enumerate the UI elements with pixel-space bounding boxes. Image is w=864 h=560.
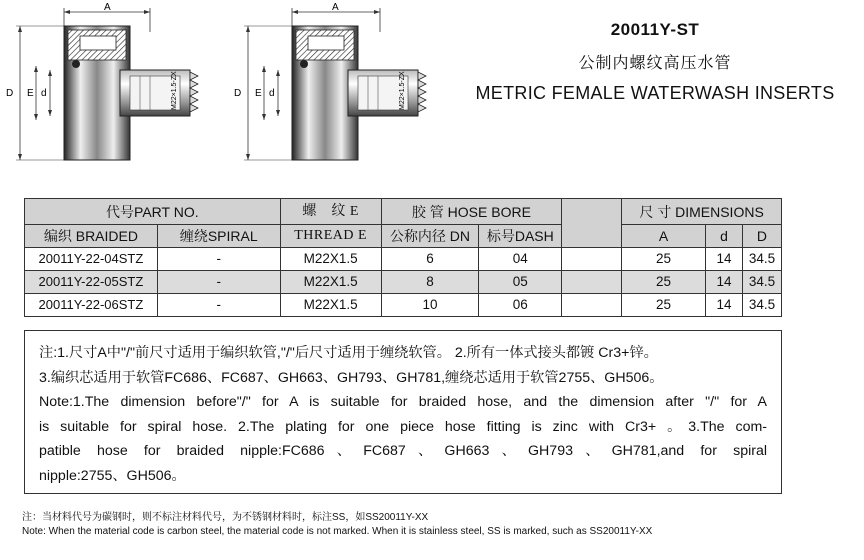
dim-d-label-left: d xyxy=(41,88,47,99)
cell-blank xyxy=(562,271,622,294)
header-braided: 编织 BRAIDED xyxy=(25,225,158,248)
cell-dn: 8 xyxy=(381,271,479,294)
table-row xyxy=(25,294,782,317)
header-thread: 螺 纹 E xyxy=(280,199,381,225)
right-fitting-drawing xyxy=(234,2,426,160)
thread-mark-right: M22×1.5-ZX xyxy=(399,71,406,110)
fitting-drawings xyxy=(0,0,470,200)
cell-D: 34.5 xyxy=(742,271,781,294)
footer-note-cn: 注：当材料代号为碳钢时，则不标注材料代号，为不锈钢材料时，标注SS，如SS20011Y-XX xyxy=(22,512,429,523)
table-row xyxy=(25,271,782,294)
cell-braided: 20011Y-22-04STZ xyxy=(25,248,158,271)
note-line-2: 3.编织芯适用于软管FC686、FC687、GH663、GH793、GH781,缠绕芯适用于软管2755、GH506。 xyxy=(39,369,664,386)
dim-e-label-right: E xyxy=(255,88,262,99)
cell-d: 14 xyxy=(706,248,743,271)
cell-braided: 20011Y-22-05STZ xyxy=(25,271,158,294)
header-blank xyxy=(562,199,622,248)
cell-braided: 20011Y-22-06STZ xyxy=(25,294,158,317)
header-thread-sub: THREAD E xyxy=(280,225,381,248)
header-part-no: 代号PART NO. xyxy=(25,199,281,225)
cell-D: 34.5 xyxy=(742,248,781,271)
cell-blank xyxy=(562,294,622,317)
cell-thread: M22X1.5 xyxy=(280,294,381,317)
cell-D: 34.5 xyxy=(742,294,781,317)
dim-a-label-left: A xyxy=(104,2,111,13)
header-D: D xyxy=(742,225,781,248)
cell-d: 14 xyxy=(706,271,743,294)
dim-D-label-left: D xyxy=(6,88,14,99)
table-row xyxy=(25,248,782,271)
header-dn: 公称内径 DN xyxy=(381,225,479,248)
title-block xyxy=(455,18,855,104)
cell-blank xyxy=(562,248,622,271)
header-a: A xyxy=(622,225,706,248)
product-code: 20011Y-ST xyxy=(610,20,700,39)
cell-spiral: - xyxy=(157,248,280,271)
dim-d-label-right: d xyxy=(269,88,275,99)
cell-dash: 05 xyxy=(479,271,562,294)
header-dash: 标号DASH xyxy=(479,225,562,248)
note-line-5: patible hose for braided nipple:FC686、FC687、GH663、GH793、GH781,and for spiral xyxy=(39,443,767,459)
note-line-1: 注:1.尺寸A中"/"前尺寸适用于编织软管,"/"后尺寸适用于缠绕软管。 2.所有一体式接头都镀 Cr3+锌。 xyxy=(39,345,658,361)
cell-spiral: - xyxy=(157,294,280,317)
product-name-en: METRIC FEMALE WATERWASH INSERTS xyxy=(475,83,835,103)
footer-note-en: Note: When the material code is carbon steel, the material code is not marked. When it is stainless steel, SS is marked, such as SS20011Y-XX xyxy=(22,526,653,537)
header-d: d xyxy=(706,225,743,248)
header-spiral: 缠绕SPIRAL xyxy=(157,225,280,248)
note-line-4: is suitable for spiral hose. 2.The plating for one piece hose fitting is zinc with Cr3+ 。3.The com- xyxy=(39,418,767,435)
header-hose-bore: 胶 管 HOSE BORE xyxy=(381,199,562,225)
cell-dn: 10 xyxy=(381,294,479,317)
dim-e-label-left: E xyxy=(27,88,34,99)
note-line-6: nipple:2755、GH506。 xyxy=(39,467,186,484)
cell-dash: 06 xyxy=(479,294,562,317)
thread-mark-left: M22×1.5-ZX xyxy=(171,71,178,110)
cell-d: 14 xyxy=(706,294,743,317)
cell-thread: M22X1.5 xyxy=(280,271,381,294)
cell-a: 25 xyxy=(622,271,706,294)
product-name-cn: 公制内螺纹高压水管 xyxy=(578,55,732,72)
cell-thread: M22X1.5 xyxy=(280,248,381,271)
cell-a: 25 xyxy=(622,248,706,271)
table-header-row-2 xyxy=(25,225,782,248)
dim-D-label-right: D xyxy=(234,88,242,99)
cell-dash: 04 xyxy=(479,248,562,271)
table-header-row-1 xyxy=(25,199,782,225)
note-line-3: Note:1.The dimension before"/" for A is suitable for braided hose, and the dimension after "/" for A xyxy=(39,394,767,410)
spec-table xyxy=(24,198,782,317)
header-dimensions: 尺 寸 DIMENSIONS xyxy=(622,199,782,225)
cell-a: 25 xyxy=(622,294,706,317)
left-fitting-drawing xyxy=(6,2,198,160)
dim-a-label-right: A xyxy=(332,2,339,13)
cell-spiral: - xyxy=(157,271,280,294)
cell-dn: 6 xyxy=(381,248,479,271)
notes-box xyxy=(24,330,782,494)
